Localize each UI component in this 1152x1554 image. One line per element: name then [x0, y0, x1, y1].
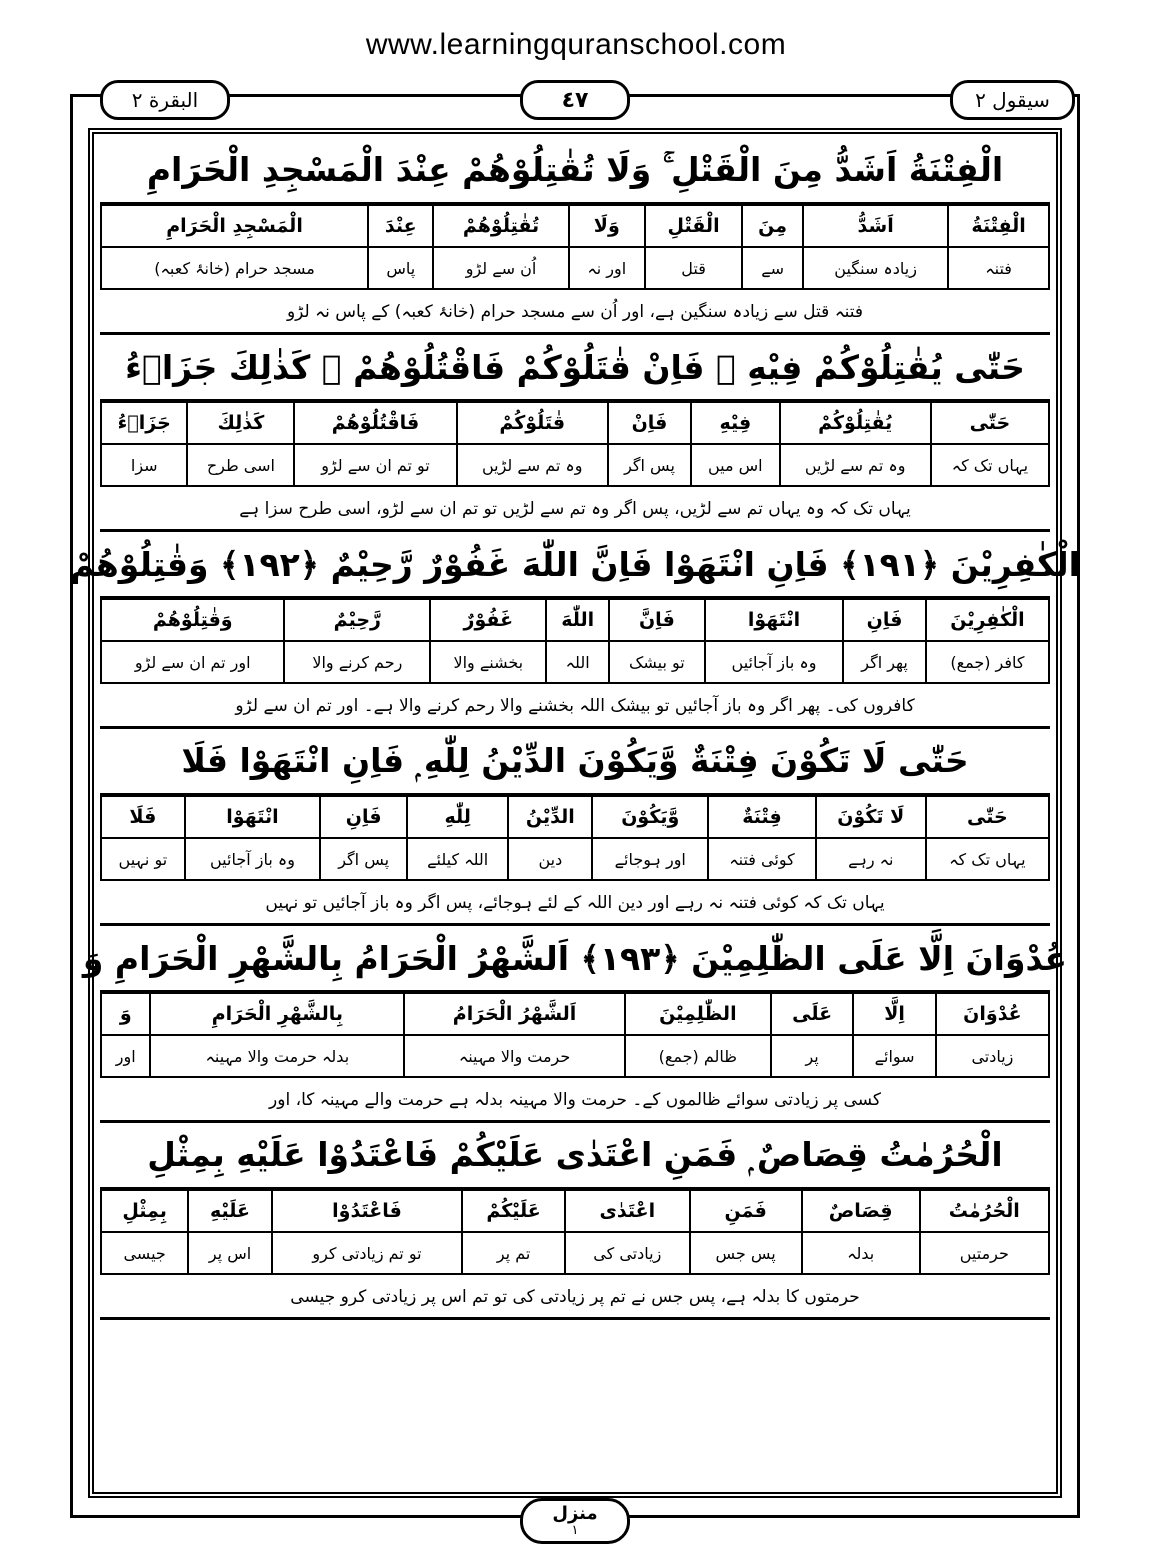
arabic-word-cell: غَفُوْرٌ [430, 599, 546, 641]
urdu-meaning-cell: حرمت والا مہینہ [404, 1035, 625, 1077]
arabic-word-cell: لَا تَكُوْنَ [816, 796, 926, 838]
verse-block [100, 335, 1050, 532]
urdu-meaning-cell: پھر اگر [843, 641, 926, 683]
arabic-word-cell: فَاِنْ [608, 402, 691, 444]
arabic-word-cell: اِلَّا [853, 993, 936, 1035]
arabic-word-cell: بِمِثْلِ [101, 1190, 188, 1232]
urdu-meaning-cell: پس جس [690, 1232, 802, 1274]
urdu-meaning-cell: زیادہ سنگین [803, 247, 948, 289]
arabic-word-cell: الْكٰفِرِيْنَ [926, 599, 1049, 641]
arabic-word-cell: كَذٰلِكَ [187, 402, 294, 444]
site-url: www.learningquranschool.com [365, 28, 787, 61]
arabic-words-row [101, 205, 1049, 247]
urdu-meanings-row [101, 1232, 1049, 1274]
arabic-word-cell: حَتّٰى [926, 796, 1049, 838]
arabic-words-row [101, 599, 1049, 641]
urdu-meaning-cell: ظالم (جمع) [625, 1035, 771, 1077]
verse-arabic: الْفِتْنَةُ اَشَدُّ مِنَ الْقَتْلِ ۚ وَلَا تُقٰتِلُوْهُمْ عِنْدَ الْمَسْجِدِ الْحَرَامِ [100, 138, 1050, 204]
urdu-translation: یہاں تک کہ وہ یہاں تم سے لڑیں، پس اگر وہ تم سے لڑیں تو تم ان سے لڑو، اسی طرح سزا ہے [100, 487, 1050, 532]
arabic-words-row [101, 796, 1049, 838]
urdu-meaning-cell: پس اگر [320, 838, 407, 880]
verse-block [82, 926, 1068, 1123]
urdu-meaning-cell: قتل [645, 247, 742, 289]
urdu-meaning-cell: کافر (جمع) [926, 641, 1049, 683]
arabic-words-row [101, 402, 1049, 444]
urdu-meanings-row [101, 444, 1049, 486]
urdu-meanings-row [101, 1035, 1049, 1077]
verse-block [100, 1123, 1050, 1320]
arabic-word-cell: انْتَهَوْا [705, 599, 844, 641]
page-content [70, 138, 1080, 1320]
arabic-word-cell: فَاقْتُلُوْهُمْ [294, 402, 456, 444]
urdu-meaning-cell: اور تم ان سے لڑو [101, 641, 284, 683]
urdu-translation: کافروں کی۔ پھر اگر وہ باز آجائیں تو بیشک اللہ بخشنے والا رحم کرنے والا ہے۔ اور تم ان سے لڑو [100, 684, 1050, 729]
urdu-meaning-cell: بدلہ حرمت والا مہینہ [150, 1035, 404, 1077]
verse-arabic: حَتّٰى يُقٰتِلُوْكُمْ فِيْهِ ۚ فَاِنْ قٰتَلُوْكُمْ فَاقْتُلُوْهُمْ ۭ كَذٰلِكَ جَزَاۗءُ [100, 335, 1050, 401]
arabic-word-cell: عَلَيْكُمْ [462, 1190, 565, 1232]
arabic-word-cell: فَمَنِ [690, 1190, 802, 1232]
verse-block [100, 729, 1050, 926]
urdu-meaning-cell: اللہ کیلئے [407, 838, 508, 880]
urdu-meaning-cell: وہ باز آجائیں [705, 641, 844, 683]
arabic-word-cell: فَاِنِ [843, 599, 926, 641]
urdu-meaning-cell: اس میں [691, 444, 779, 486]
arabic-word-cell: اَلشَّهْرُ الْحَرَامُ [404, 993, 625, 1035]
arabic-word-cell: عُدْوَانَ [936, 993, 1049, 1035]
verse-arabic: الْحُرُمٰتُ قِصَاصٌ ۭ فَمَنِ اعْتَدٰى عَلَيْكُمْ فَاعْتَدُوْا عَلَيْهِ بِمِثْلِ [100, 1123, 1050, 1189]
verse-block [70, 532, 1080, 729]
arabic-word-cell: الْحُرُمٰتُ [920, 1190, 1049, 1232]
urdu-meaning-cell: رحم کرنے والا [284, 641, 430, 683]
manzil-label: منزل [552, 1502, 598, 1524]
arabic-word-cell: عِنْدَ [368, 205, 433, 247]
verse-arabic: الْكٰفِرِيْنَ ﴿١٩١﴾ فَاِنِ انْتَهَوْا فَاِنَّ اللّٰهَ غَفُوْرٌ رَّحِيْمٌ ﴿١٩٢﴾ وَقٰتِلُوْهُمْ [100, 532, 1050, 598]
arabic-word-cell: وَ [101, 993, 150, 1035]
urdu-meaning-cell: اُن سے لڑو [433, 247, 568, 289]
urdu-meaning-cell: وہ تم سے لڑیں [457, 444, 608, 486]
word-by-word-table [100, 401, 1050, 487]
arabic-word-cell: بِالشَّهْرِ الْحَرَامِ [150, 993, 404, 1035]
urdu-meaning-cell: اور ہوجائے [592, 838, 708, 880]
urdu-translation: کسی پر زیادتی سوائے ظالموں کے۔ حرمت والا مہینہ بدلہ ہے حرمت والے مہینہ کا، اور [100, 1078, 1050, 1123]
urdu-meaning-cell: پس اگر [608, 444, 691, 486]
arabic-word-cell: يُقٰتِلُوْكُمْ [780, 402, 931, 444]
urdu-meaning-cell: اور [101, 1035, 150, 1077]
arabic-word-cell: فَاِنِ [320, 796, 407, 838]
urdu-meanings-row [101, 838, 1049, 880]
arabic-word-cell: فِتْنَةٌ [708, 796, 816, 838]
arabic-word-cell: الدِّيْنُ [508, 796, 592, 838]
urdu-meaning-cell: زیادتی [936, 1035, 1049, 1077]
urdu-meanings-row [101, 247, 1049, 289]
urdu-meaning-cell: جیسی [101, 1232, 188, 1274]
arabic-word-cell: عَلَى [771, 993, 854, 1035]
arabic-word-cell: مِنَ [742, 205, 803, 247]
arabic-word-cell: اعْتَدٰى [565, 1190, 690, 1232]
urdu-meaning-cell: نہ رہے [816, 838, 926, 880]
urdu-meaning-cell: کوئی فتنہ [708, 838, 816, 880]
urdu-meaning-cell: یہاں تک کہ [926, 838, 1049, 880]
urdu-meaning-cell: حرمتیں [920, 1232, 1049, 1274]
urdu-meaning-cell: پر [771, 1035, 854, 1077]
urdu-meaning-cell: اسی طرح [187, 444, 294, 486]
urdu-meaning-cell: دین [508, 838, 592, 880]
arabic-word-cell: لِلّٰهِ [407, 796, 508, 838]
arabic-word-cell: الظّٰلِمِيْنَ [625, 993, 771, 1035]
arabic-word-cell: تُقٰتِلُوْهُمْ [433, 205, 568, 247]
para-name-tab: سيقول ٢ [950, 80, 1075, 120]
urdu-meaning-cell: تو نہیں [101, 838, 185, 880]
arabic-word-cell: اللّٰهَ [546, 599, 609, 641]
arabic-word-cell: قِصَاصٌ [802, 1190, 920, 1232]
arabic-word-cell: اَشَدُّ [803, 205, 948, 247]
urdu-meaning-cell: وہ باز آجائیں [185, 838, 321, 880]
urdu-meanings-row [101, 641, 1049, 683]
manzil-number: ١ [571, 1522, 579, 1538]
urdu-meaning-cell: اس پر [188, 1232, 272, 1274]
arabic-word-cell: فَاِنَّ [609, 599, 705, 641]
urdu-meaning-cell: تم پر [462, 1232, 565, 1274]
urdu-meaning-cell: بدلہ [802, 1232, 920, 1274]
arabic-word-cell: الْمَسْجِدِ الْحَرَامِ [101, 205, 368, 247]
urdu-meaning-cell: زیادتی کی [565, 1232, 690, 1274]
urdu-translation: حرمتوں کا بدلہ ہے، پس جس نے تم پر زیادتی کی تو تم اس پر زیادتی کرو جیسی [100, 1275, 1050, 1320]
urdu-meaning-cell: فتنہ [948, 247, 1049, 289]
arabic-word-cell: وَقٰتِلُوْهُمْ [101, 599, 284, 641]
word-by-word-table [100, 1189, 1050, 1275]
urdu-meaning-cell: تو تم ان سے لڑو [294, 444, 456, 486]
urdu-meaning-cell: تو تم زیادتی کرو [272, 1232, 462, 1274]
verse-arabic: حَتّٰى لَا تَكُوْنَ فِتْنَةٌ وَّيَكُوْنَ الدِّيْنُ لِلّٰهِ ۭ فَاِنِ انْتَهَوْا فَلَا [100, 729, 1050, 795]
word-by-word-table [100, 204, 1050, 290]
arabic-word-cell: الْقَتْلِ [645, 205, 742, 247]
urdu-meaning-cell: بخشنے والا [430, 641, 546, 683]
surah-name-tab: البقرة ٢ [100, 80, 230, 120]
urdu-meaning-cell: سوائے [853, 1035, 936, 1077]
urdu-meaning-cell: اور نہ [569, 247, 645, 289]
arabic-word-cell: جَزَاۗءُ [101, 402, 187, 444]
arabic-word-cell: رَّحِيْمٌ [284, 599, 430, 641]
verse-block [100, 138, 1050, 335]
word-by-word-table [100, 795, 1050, 881]
arabic-word-cell: فَاعْتَدُوْا [272, 1190, 462, 1232]
arabic-words-row [101, 1190, 1049, 1232]
page-number-tab: ٤٧ [520, 80, 630, 120]
urdu-meaning-cell: تو بیشک [609, 641, 705, 683]
arabic-word-cell: الْفِتْنَةُ [948, 205, 1049, 247]
urdu-meaning-cell: سے [742, 247, 803, 289]
arabic-word-cell: فَلَا [101, 796, 185, 838]
arabic-words-row [101, 993, 1049, 1035]
arabic-word-cell: وَلَا [569, 205, 645, 247]
urdu-meaning-cell: یہاں تک کہ [931, 444, 1049, 486]
arabic-word-cell: حَتّٰى [931, 402, 1049, 444]
urdu-translation: یہاں تک کہ کوئی فتنہ نہ رہے اور دین اللہ کے لئے ہوجائے، پس اگر وہ باز آجائیں تو نہیں [100, 881, 1050, 926]
arabic-word-cell: قٰتَلُوْكُمْ [457, 402, 608, 444]
urdu-meaning-cell: وہ تم سے لڑیں [780, 444, 931, 486]
word-by-word-table [100, 598, 1050, 684]
urdu-translation: فتنہ قتل سے زیادہ سنگین ہے، اور اُن سے مسجد حرام (خانۂ کعبہ) کے پاس نہ لڑو [100, 290, 1050, 335]
urdu-meaning-cell: سزا [101, 444, 187, 486]
arabic-word-cell: فِيْهِ [691, 402, 779, 444]
arabic-word-cell: انْتَهَوْا [185, 796, 321, 838]
manzil-badge [520, 1498, 630, 1544]
verse-arabic: عُدْوَانَ اِلَّا عَلَى الظّٰلِمِيْنَ ﴿١٩٣﴾ اَلشَّهْرُ الْحَرَامُ بِالشَّهْرِ الْحَرَامِ وَ [100, 926, 1050, 992]
urdu-meaning-cell: اللہ [546, 641, 609, 683]
urdu-meaning-cell: مسجد حرام (خانۂ کعبہ) [101, 247, 368, 289]
word-by-word-table [100, 992, 1050, 1078]
arabic-word-cell: وَّيَكُوْنَ [592, 796, 708, 838]
arabic-word-cell: عَلَيْهِ [188, 1190, 272, 1232]
urdu-meaning-cell: پاس [368, 247, 433, 289]
